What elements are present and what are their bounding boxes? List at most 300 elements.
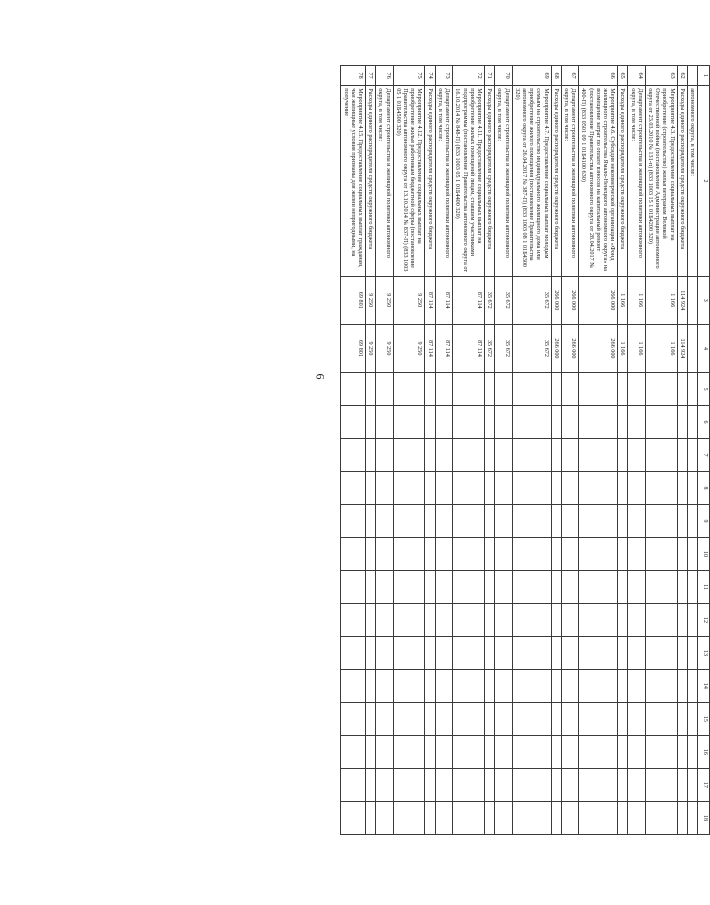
empty-cell — [677, 406, 687, 439]
empty-cell — [628, 538, 645, 571]
empty-cell — [645, 669, 677, 702]
empty-cell — [687, 669, 697, 702]
total-amount-cell: 9 250 — [376, 276, 393, 324]
empty-cell — [495, 538, 512, 571]
empty-cell — [512, 406, 551, 439]
empty-cell — [341, 538, 366, 571]
table-row — [579, 66, 618, 835]
empty-cell — [495, 570, 512, 603]
year-amount-cell: 266 000 — [579, 324, 618, 372]
empty-cell — [645, 439, 677, 472]
empty-cell — [687, 636, 697, 669]
empty-cell — [376, 636, 393, 669]
empty-cell — [687, 373, 697, 406]
row-number-cell: 74 — [425, 66, 435, 86]
empty-cell — [551, 603, 561, 636]
empty-cell — [393, 505, 425, 538]
empty-cell — [677, 735, 687, 768]
empty-cell — [687, 439, 697, 472]
empty-cell — [645, 636, 677, 669]
empty-cell — [645, 538, 677, 571]
empty-cell — [453, 570, 485, 603]
empty-cell — [484, 801, 494, 834]
empty-cell — [484, 373, 494, 406]
empty-cell — [561, 636, 578, 669]
empty-cell — [376, 570, 393, 603]
empty-cell — [341, 669, 366, 702]
empty-cell — [341, 373, 366, 406]
row-description-cell: автономного округа, в том числе: — [687, 86, 697, 276]
empty-cell — [393, 472, 425, 505]
empty-cell — [453, 439, 485, 472]
empty-cell — [687, 472, 697, 505]
empty-cell — [628, 505, 645, 538]
empty-cell — [579, 373, 618, 406]
empty-cell — [677, 505, 687, 538]
empty-cell — [366, 505, 376, 538]
year-amount-cell: 266 000 — [561, 324, 578, 372]
total-amount-cell: 87 114 — [425, 276, 435, 324]
empty-cell — [435, 472, 452, 505]
empty-cell — [393, 439, 425, 472]
empty-cell — [484, 702, 494, 735]
row-description-cell: Департамент строительства и жилищной политики автономного округа, в том числе: — [561, 86, 578, 276]
empty-cell — [512, 373, 551, 406]
empty-cell — [551, 406, 561, 439]
empty-cell — [425, 439, 435, 472]
empty-cell — [393, 801, 425, 834]
empty-cell — [376, 373, 393, 406]
empty-cell — [425, 406, 435, 439]
empty-cell — [425, 472, 435, 505]
empty-cell — [687, 735, 697, 768]
empty-cell — [512, 538, 551, 571]
empty-cell — [512, 603, 551, 636]
empty-cell — [435, 702, 452, 735]
empty-cell — [618, 439, 628, 472]
empty-cell — [618, 373, 628, 406]
empty-cell — [677, 570, 687, 603]
empty-cell — [551, 538, 561, 571]
total-amount-cell: 266 000 — [551, 276, 561, 324]
row-number-cell: 78 — [341, 66, 366, 86]
empty-cell — [393, 735, 425, 768]
empty-cell — [628, 472, 645, 505]
empty-cell — [435, 439, 452, 472]
empty-cell — [512, 505, 551, 538]
empty-cell — [561, 669, 578, 702]
empty-cell — [393, 768, 425, 801]
page-number: 6 — [313, 373, 328, 380]
empty-cell — [687, 801, 697, 834]
empty-cell — [453, 768, 485, 801]
empty-cell — [376, 538, 393, 571]
empty-cell — [341, 603, 366, 636]
empty-cell — [645, 373, 677, 406]
empty-cell — [425, 505, 435, 538]
empty-cell — [512, 439, 551, 472]
empty-cell — [618, 603, 628, 636]
empty-cell — [484, 505, 494, 538]
empty-cell — [628, 735, 645, 768]
empty-cell — [561, 439, 578, 472]
row-number-cell: 65 — [618, 66, 628, 86]
empty-cell — [579, 406, 618, 439]
row-description-cell: Мероприятие 4.12. Предоставление социальных выплат на приобретение жилья работникам бюджетной сферы (постановление Правительства автономного округа от 13.10.2014 № 837-П) (833 1003 05 1 01Б4500 320) — [393, 86, 425, 276]
year-amount-cell: 1 166 — [645, 324, 677, 372]
empty-cell — [453, 373, 485, 406]
empty-cell — [425, 735, 435, 768]
empty-cell — [341, 801, 366, 834]
empty-cell — [366, 472, 376, 505]
empty-cell — [425, 373, 435, 406]
row-number-cell: 62 — [677, 66, 687, 86]
row-description-cell: Мероприятие 4.11. Предоставление социальных выплат на приобретение жилых помещений лицам, ставшим участниками подпрограммы (постановление Правительства автономного округа от 16.10.2014 № 848-П) (833 1003 05 1 01Б4400 320) — [453, 86, 485, 276]
empty-cell — [376, 702, 393, 735]
empty-cell — [645, 505, 677, 538]
empty-cell — [425, 570, 435, 603]
empty-cell — [618, 505, 628, 538]
column-number-cell: 7 — [698, 439, 710, 472]
budget-table — [340, 65, 710, 835]
empty-cell — [628, 406, 645, 439]
empty-cell — [551, 768, 561, 801]
empty-cell — [425, 768, 435, 801]
empty-cell — [425, 603, 435, 636]
empty-cell — [366, 373, 376, 406]
column-number-cell: 18 — [698, 801, 710, 834]
budget-table-sheet — [184, 65, 710, 835]
empty-cell — [512, 669, 551, 702]
empty-cell — [551, 505, 561, 538]
table-row — [512, 66, 551, 835]
empty-cell — [366, 406, 376, 439]
empty-cell — [376, 406, 393, 439]
total-amount-cell: 266 000 — [561, 276, 578, 324]
empty-cell — [551, 669, 561, 702]
empty-cell — [393, 702, 425, 735]
empty-cell — [453, 406, 485, 439]
table-row — [435, 66, 452, 835]
empty-cell — [484, 768, 494, 801]
empty-cell — [677, 801, 687, 834]
empty-cell — [618, 406, 628, 439]
empty-cell — [495, 603, 512, 636]
empty-cell — [495, 406, 512, 439]
empty-cell — [579, 570, 618, 603]
row-number-cell: 66 — [579, 66, 618, 86]
empty-cell — [677, 538, 687, 571]
empty-cell — [484, 735, 494, 768]
empty-cell — [366, 801, 376, 834]
row-number-cell: 73 — [435, 66, 452, 86]
total-amount-cell: 114 924 — [677, 276, 687, 324]
year-amount-cell: 266 000 — [551, 324, 561, 372]
empty-cell — [551, 373, 561, 406]
empty-cell — [551, 801, 561, 834]
empty-cell — [628, 801, 645, 834]
empty-cell — [579, 702, 618, 735]
empty-cell — [561, 570, 578, 603]
empty-cell — [495, 702, 512, 735]
empty-cell — [341, 505, 366, 538]
empty-cell — [512, 735, 551, 768]
total-amount-cell — [687, 276, 697, 324]
row-number-cell: 68 — [551, 66, 561, 86]
empty-cell — [393, 603, 425, 636]
empty-cell — [618, 538, 628, 571]
empty-cell — [551, 472, 561, 505]
row-description-cell: Департамент строительства и жилищной политики автономного округа, в том числе: — [628, 86, 645, 276]
column-number-cell: 9 — [698, 505, 710, 538]
empty-cell — [341, 472, 366, 505]
empty-cell — [618, 768, 628, 801]
empty-cell — [687, 505, 697, 538]
empty-cell — [376, 439, 393, 472]
row-number-cell: 69 — [512, 66, 551, 86]
column-number-cell: 17 — [698, 768, 710, 801]
empty-cell — [618, 669, 628, 702]
row-number-cell: 76 — [376, 66, 393, 86]
empty-cell — [579, 669, 618, 702]
row-number-cell: 70 — [495, 66, 512, 86]
empty-cell — [687, 768, 697, 801]
empty-cell — [393, 636, 425, 669]
row-number-cell: 75 — [393, 66, 425, 86]
table-row — [628, 66, 645, 835]
table-row — [341, 66, 366, 835]
row-number-cell: 67 — [561, 66, 578, 86]
row-description-cell: Департамент строительства и жилищной политики автономного округа, в том числе: — [435, 86, 452, 276]
empty-cell — [561, 406, 578, 439]
empty-cell — [341, 768, 366, 801]
empty-cell — [376, 801, 393, 834]
row-description-cell: Мероприятие 4.6. Субсидия некоммерческой организации «Фонд жилищного строительства Ямало-Ненецкого автономного округа» на возмещение затрат по оплате взносов на капитальный ремонт (постановление Правительства автономного округа от 28.04.2017 № 400-П) (833 0501 09 1 01Б4100 630) — [579, 86, 618, 276]
total-amount-cell: 69 801 — [341, 276, 366, 324]
column-number-cell: 1 — [698, 66, 710, 86]
empty-cell — [687, 603, 697, 636]
empty-cell — [645, 406, 677, 439]
empty-cell — [425, 801, 435, 834]
empty-cell — [393, 373, 425, 406]
empty-cell — [484, 538, 494, 571]
empty-cell — [484, 603, 494, 636]
empty-cell — [435, 801, 452, 834]
empty-cell — [618, 472, 628, 505]
empty-cell — [453, 735, 485, 768]
empty-cell — [561, 735, 578, 768]
empty-cell — [645, 735, 677, 768]
empty-cell — [512, 768, 551, 801]
total-amount-cell: 87 114 — [435, 276, 452, 324]
empty-cell — [687, 702, 697, 735]
table-row — [393, 66, 425, 835]
empty-cell — [645, 801, 677, 834]
empty-cell — [435, 603, 452, 636]
column-number-row — [698, 66, 710, 835]
empty-cell — [628, 439, 645, 472]
empty-cell — [561, 472, 578, 505]
empty-cell — [645, 768, 677, 801]
row-description-cell: Расходы единого распорядителя средств окружного бюджета — [425, 86, 435, 276]
empty-cell — [453, 505, 485, 538]
empty-cell — [435, 636, 452, 669]
empty-cell — [677, 439, 687, 472]
empty-cell — [687, 570, 697, 603]
empty-cell — [453, 636, 485, 669]
empty-cell — [393, 669, 425, 702]
table-row — [618, 66, 628, 835]
year-amount-cell: 9 250 — [393, 324, 425, 372]
empty-cell — [366, 603, 376, 636]
empty-cell — [677, 768, 687, 801]
empty-cell — [393, 570, 425, 603]
empty-cell — [341, 702, 366, 735]
empty-cell — [366, 570, 376, 603]
row-description-cell: Мероприятие 4.3. Предоставление социальных выплат на приобретение (строительство) жилья ветеранам Великой Отечественной войны (постановление Администрации автономного округа от 23.03.2010 № 131-п) (833 1003 15 1 01Б4200 320) — [645, 86, 677, 276]
row-number-cell — [687, 66, 697, 86]
row-description-cell: Расходы единого распорядителя средств окружного бюджета — [484, 86, 494, 276]
empty-cell — [579, 636, 618, 669]
empty-cell — [366, 702, 376, 735]
empty-cell — [579, 538, 618, 571]
empty-cell — [561, 801, 578, 834]
empty-cell — [628, 636, 645, 669]
table-row — [376, 66, 393, 835]
table-row — [677, 66, 687, 835]
row-number-cell: 77 — [366, 66, 376, 86]
column-number-cell: 10 — [698, 538, 710, 571]
empty-cell — [435, 538, 452, 571]
year-amount-cell: 35 672 — [495, 324, 512, 372]
empty-cell — [341, 570, 366, 603]
empty-cell — [435, 735, 452, 768]
empty-cell — [435, 669, 452, 702]
empty-cell — [579, 439, 618, 472]
column-number-cell: 16 — [698, 735, 710, 768]
column-number-cell: 12 — [698, 603, 710, 636]
empty-cell — [687, 538, 697, 571]
empty-cell — [393, 538, 425, 571]
column-number-cell: 5 — [698, 373, 710, 406]
empty-cell — [425, 702, 435, 735]
empty-cell — [677, 702, 687, 735]
year-amount-cell: 1 166 — [628, 324, 645, 372]
empty-cell — [484, 669, 494, 702]
empty-cell — [512, 570, 551, 603]
row-number-cell: 72 — [453, 66, 485, 86]
total-amount-cell: 35 672 — [484, 276, 494, 324]
column-number-cell: 8 — [698, 472, 710, 505]
empty-cell — [561, 373, 578, 406]
year-amount-cell — [687, 324, 697, 372]
total-amount-cell: 1 166 — [628, 276, 645, 324]
empty-cell — [376, 735, 393, 768]
empty-cell — [376, 768, 393, 801]
empty-cell — [484, 439, 494, 472]
empty-cell — [551, 735, 561, 768]
empty-cell — [618, 702, 628, 735]
empty-cell — [366, 636, 376, 669]
empty-cell — [376, 603, 393, 636]
empty-cell — [579, 768, 618, 801]
empty-cell — [628, 570, 645, 603]
empty-cell — [393, 406, 425, 439]
empty-cell — [341, 439, 366, 472]
empty-cell — [495, 439, 512, 472]
total-amount-cell: 35 672 — [512, 276, 551, 324]
empty-cell — [628, 702, 645, 735]
row-description-cell: Расходы единого распорядителя средств окружного бюджета — [551, 86, 561, 276]
empty-cell — [628, 603, 645, 636]
year-amount-cell: 87 114 — [435, 324, 452, 372]
column-number-cell: 14 — [698, 669, 710, 702]
year-amount-cell: 35 672 — [484, 324, 494, 372]
column-number-cell: 4 — [698, 324, 710, 372]
empty-cell — [425, 636, 435, 669]
column-number-cell: 2 — [698, 86, 710, 276]
empty-cell — [366, 538, 376, 571]
empty-cell — [495, 801, 512, 834]
row-description-cell: Департамент строительства и жилищной политики автономного округа, в том числе: — [495, 86, 512, 276]
row-description-cell: Мероприятие 4.15. Предоставление социальных выплат гражданам, чьи жилищные условия признаны для жизни непригодными, на получение — [341, 86, 366, 276]
table-row — [453, 66, 485, 835]
empty-cell — [366, 735, 376, 768]
empty-cell — [677, 472, 687, 505]
empty-cell — [618, 801, 628, 834]
empty-cell — [579, 801, 618, 834]
empty-cell — [495, 669, 512, 702]
total-amount-cell: 35 672 — [495, 276, 512, 324]
year-amount-cell: 87 114 — [453, 324, 485, 372]
year-amount-cell: 9 250 — [366, 324, 376, 372]
year-amount-cell: 1 166 — [618, 324, 628, 372]
total-amount-cell: 9 250 — [393, 276, 425, 324]
empty-cell — [453, 603, 485, 636]
empty-cell — [579, 505, 618, 538]
empty-cell — [453, 801, 485, 834]
empty-cell — [495, 735, 512, 768]
table-row — [495, 66, 512, 835]
empty-cell — [561, 768, 578, 801]
empty-cell — [677, 373, 687, 406]
empty-cell — [645, 702, 677, 735]
empty-cell — [484, 570, 494, 603]
column-number-cell: 6 — [698, 406, 710, 439]
empty-cell — [495, 636, 512, 669]
column-number-cell: 15 — [698, 702, 710, 735]
empty-cell — [512, 702, 551, 735]
empty-cell — [435, 768, 452, 801]
column-number-cell: 11 — [698, 570, 710, 603]
row-description-cell: Департамент строительства и жилищной политики автономного округа, в том числе: — [376, 86, 393, 276]
year-amount-cell: 35 672 — [512, 324, 551, 372]
empty-cell — [453, 472, 485, 505]
empty-cell — [551, 702, 561, 735]
empty-cell — [435, 406, 452, 439]
empty-cell — [512, 472, 551, 505]
empty-cell — [366, 669, 376, 702]
total-amount-cell: 266 000 — [579, 276, 618, 324]
empty-cell — [453, 669, 485, 702]
table-row — [645, 66, 677, 835]
empty-cell — [495, 373, 512, 406]
table-row — [561, 66, 578, 835]
empty-cell — [376, 505, 393, 538]
row-number-cell: 63 — [645, 66, 677, 86]
empty-cell — [495, 768, 512, 801]
empty-cell — [645, 570, 677, 603]
